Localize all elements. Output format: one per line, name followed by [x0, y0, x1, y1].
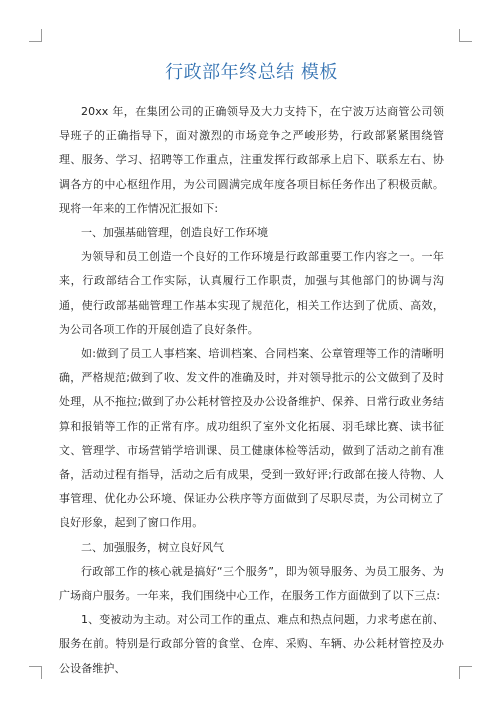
section-heading-1: 一、加强基础管理，创造良好工作环境: [81, 226, 268, 240]
section-2-paragraph-1: 行政部工作的核心就是搞好“三个服务”，即为领导服务、为员工服务、为广场商户服务。一年来，我们围绕中心工作，在服务工作方面做到了以下三点:: [59, 564, 444, 603]
crop-mark-top-left: [29, 29, 42, 42]
section-1-paragraph-2: 如:做到了员工人事档案、培训档案、合同档案、公章管理等工作的清晰明确，严格规范;做到了收、发文件的准确及时，并对领导批示的公文做到了及时处理，从不拖拉;做到了办公耗材管控及办公设备维护、保养、日常行政业务结算和报销等工作的正常有序。成功组织了室外文化拓展、羽毛球比赛、读书征文、管理学、市场营销学培训课、员工健康体检等活动，做到了活动之前有准备，活动过程有指导，活动之后有成果，受到一致好评;行政部在接人待物、人事管理、优化办公环境、保证办公秩序等方面做到了尽职尽责，为公司树立了良好形象，起到了窗口作用。: [59, 347, 444, 530]
crop-mark-top-right: [459, 29, 472, 42]
intro-paragraph: 20xx 年，在集团公司的正确领导及大力支持下，在宁波万达商管公司领导班子的正确指导下，面对激烈的市场竞争之严峻形势，行政部紧紧围绕管理、服务、学习、招聘等工作重点，注重发挥行政部承上启下、联系左右、协调各方的中心枢纽作用，为公司圆满完成年度各项目标任务作出了积极贡献。现将一年来的工作情况汇报如下:: [59, 105, 444, 215]
section-heading-2: 二、加强服务，树立良好风气: [81, 540, 224, 554]
crop-mark-bottom-left: [29, 666, 42, 679]
document-title: 行政部年终总结 模板: [165, 62, 338, 83]
document-body: [59, 58, 444, 681]
section-2-paragraph-2: 1、变被动为主动。对公司工作的重点、难点和热点问题，力求考虑在前、服务在前。特别是行政部分管的食堂、仓库、采购、车辆、办公耗材管控及办公设备维护、: [59, 613, 444, 675]
crop-mark-bottom-right: [459, 666, 472, 679]
section-1-paragraph-1: 为领导和员工创造一个良好的工作环境是行政部重要工作内容之一。一年来，行政部结合工作实际，认真履行工作职责，加强与其他部门的协调与沟通，使行政部基础管理工作基本实现了规范化，相关工作达到了优质、高效，为公司各项工作的开展创造了良好条件。: [59, 250, 444, 336]
